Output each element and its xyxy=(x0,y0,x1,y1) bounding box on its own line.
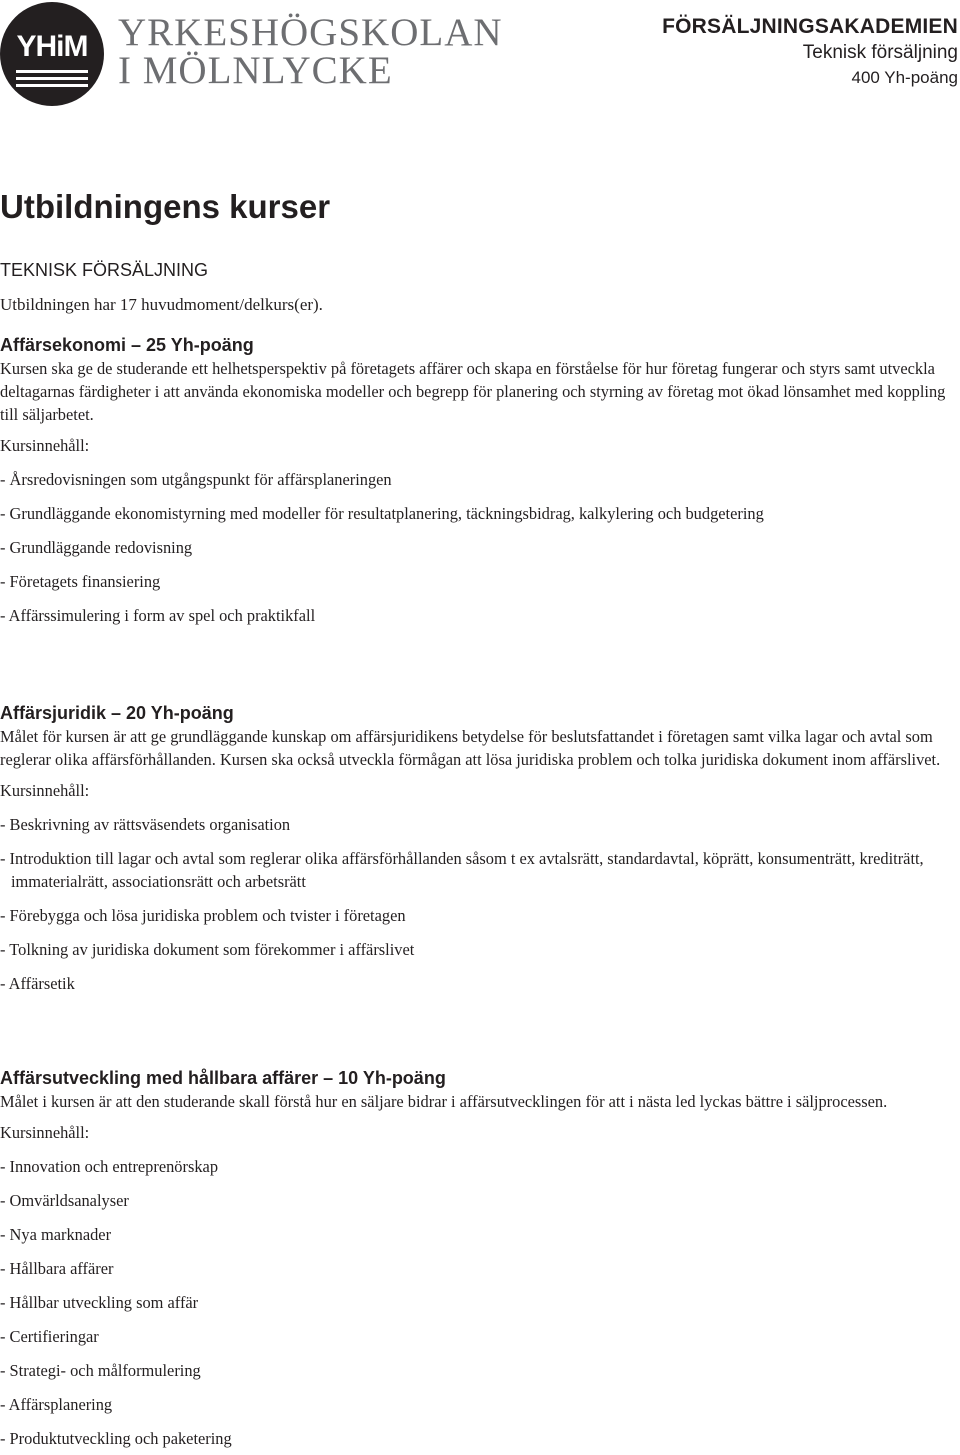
course-title: Affärsjuridik – 20 Yh-poäng xyxy=(0,703,234,723)
academy-name: FÖRSÄLJNINGSAKADEMIEN xyxy=(662,15,958,38)
school-name-line1: YRKESHÖGSKOLAN xyxy=(118,11,503,54)
course-title: Affärsekonomi – 25 Yh-poäng xyxy=(0,335,254,355)
list-item: - Innovation och entreprenörskap xyxy=(0,1157,219,1176)
page-subtitle: TEKNISK FÖRSÄLJNING xyxy=(0,260,209,280)
school-logo xyxy=(0,0,503,108)
list-item: - Nya marknader xyxy=(0,1225,112,1244)
list-item: - Hållbara affärer xyxy=(0,1259,114,1278)
course-content-label: Kursinnehåll: xyxy=(0,1123,90,1142)
program-name: Teknisk försäljning xyxy=(802,42,958,63)
list-item: - Förebygga och lösa juridiska problem och tvister i företagen xyxy=(0,906,406,925)
logo-stripe xyxy=(16,70,88,73)
page-title: Utbildningens kurser xyxy=(0,188,331,225)
list-item: - Affärssimulering i form av spel och praktikfall xyxy=(0,606,316,625)
list-item: - Årsredovisningen som utgångspunkt för affärsplaneringen xyxy=(0,470,392,489)
course-description: Målet för kursen är att ge grundläggande kunskap om affärsjuridikens betydelse för beslutsfattandet i företagen samt vilka lagar och avtal som reglerar olika affärsförhållanden. Kursen ska också utveckla förmågan att lösa juridiska problem och tolka juridiska dokument inom affärslivet. xyxy=(0,727,941,769)
list-item: - Företagets finansiering xyxy=(0,572,161,591)
course-content-list xyxy=(0,468,958,627)
course-content-list xyxy=(0,1155,958,1450)
logo-stripe xyxy=(16,84,88,87)
course-content-label: Kursinnehåll: xyxy=(0,781,90,800)
list-item: - Beskrivning av rättsväsendets organisation xyxy=(0,815,291,834)
program-points: 400 Yh-poäng xyxy=(851,68,958,87)
list-item: - Hållbar utveckling som affär xyxy=(0,1293,199,1312)
list-item: - Introduktion till lagar och avtal som reglerar olika affärsförhållanden såsom t ex avtalsrätt, standardavtal, köprätt, konsumenträtt, krediträtt, immaterialrätt, associationsrätt och arbetsrätt xyxy=(0,849,924,891)
list-item: - Tolkning av juridiska dokument som förekommer i affärslivet xyxy=(0,940,415,959)
course-affarsjuridik xyxy=(0,701,958,995)
list-item: - Strategi- och målformulering xyxy=(0,1361,201,1380)
course-affarsekonomi xyxy=(0,333,958,627)
intro-text: Utbildningen har 17 huvudmoment/delkurs(er). xyxy=(0,295,323,314)
list-item: - Produktutveckling och paketering xyxy=(0,1429,232,1448)
school-name-line2: I MÖLNLYCKE xyxy=(118,49,393,92)
program-header xyxy=(662,14,958,90)
list-item: - Affärsplanering xyxy=(0,1395,113,1414)
course-title: Affärsutveckling med hållbara affärer – 10 Yh-poäng xyxy=(0,1068,446,1088)
course-description: Målet i kursen är att den studerande skall förstå hur en säljare bidrar i affärsutvecklingen för att i nästa led lyckas bättre i säljprocessen. xyxy=(0,1092,888,1111)
logo-mark: YHiM xyxy=(16,30,88,63)
list-item: - Grundläggande ekonomistyrning med modeller för resultatplanering, täckningsbidrag, kalkylering och budgetering xyxy=(0,504,764,523)
logo-stripe xyxy=(16,77,88,80)
list-item: - Affärsetik xyxy=(0,974,75,993)
list-item: - Grundläggande redovisning xyxy=(0,538,193,557)
course-affarsutveckling xyxy=(0,1066,958,1450)
list-item: - Omvärldsanalyser xyxy=(0,1191,129,1210)
course-content-list xyxy=(0,813,958,995)
list-item: - Certifieringar xyxy=(0,1327,99,1346)
course-description: Kursen ska ge de studerande ett helhetsperspektiv på företagets affärer och skapa en förståelse för hur företag fungerar och styrs samt utveckla deltagarnas färdigheter i att använda ekonomiska modeller och begrepp för planering och styrning av företag mot ökad lönsamhet med koppling till säljarbetet. xyxy=(0,359,946,424)
course-content-label: Kursinnehåll: xyxy=(0,436,90,455)
